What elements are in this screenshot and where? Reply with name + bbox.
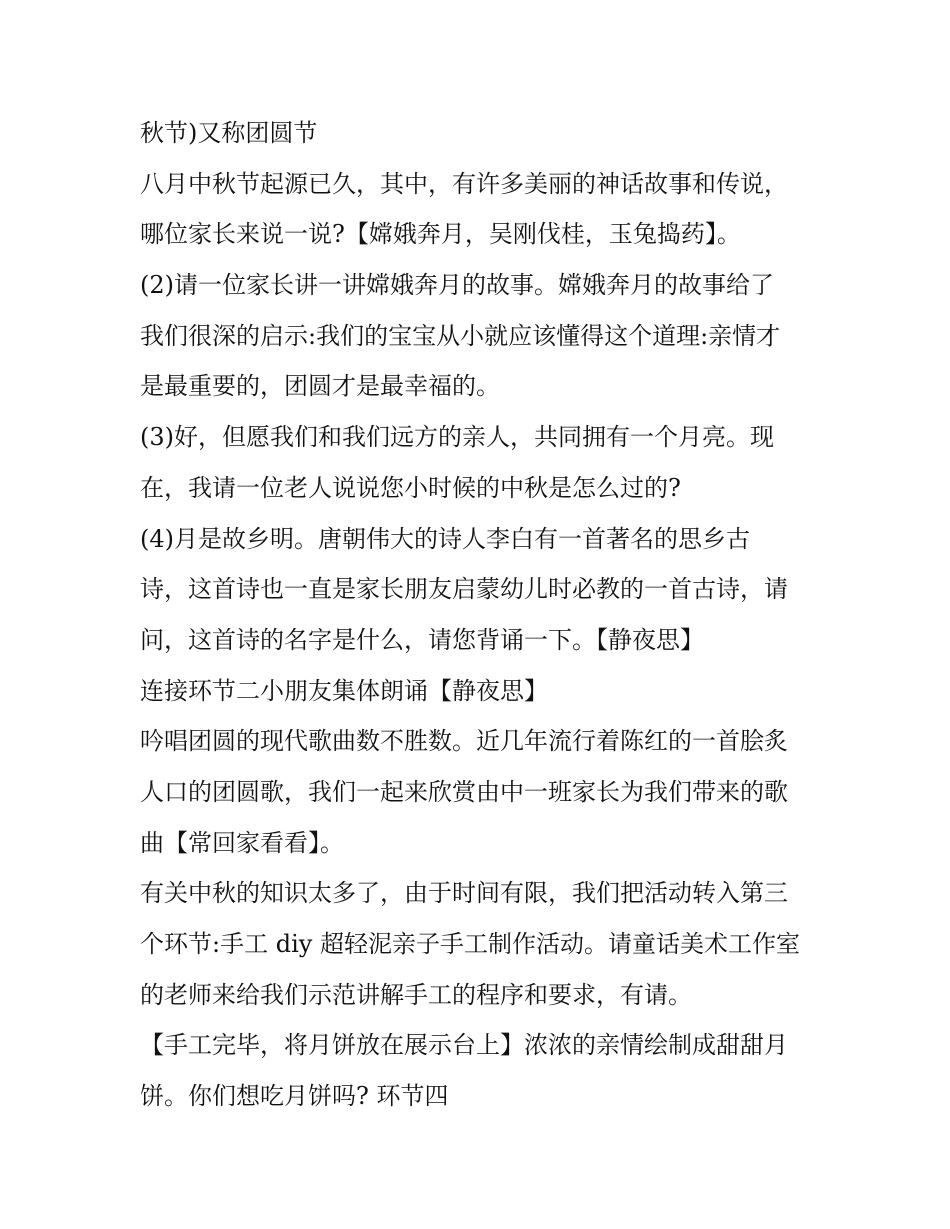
text-line: 连接环节二小朋友集体朗诵【静夜思】	[140, 676, 548, 705]
text-line: 人口的团圆歌，我们一起来欣赏由中一班家长为我们带来的歌	[140, 777, 788, 806]
text-line: 有关中秋的知识太多了，由于时间有限，我们把活动转入第三	[140, 879, 788, 908]
text-line: 饼。你们想吃月饼吗? 环节四	[140, 1082, 449, 1111]
text-line: 曲【常回家看看】。	[140, 828, 344, 857]
text-line: 是最重要的，团圆才是最幸福的。	[140, 372, 500, 401]
text-line: 个环节:手工 diy 超轻泥亲子手工制作活动。请童话美术工作室	[140, 930, 800, 958]
text-line: 吟唱团圆的现代歌曲数不胜数。近几年流行着陈红的一首脍炙	[140, 727, 788, 756]
text-line: 诗，这首诗也一直是家长朋友启蒙幼儿时必教的一首古诗，请	[140, 575, 788, 604]
text-line: 问，这首诗的名字是什么，请您背诵一下。【静夜思】	[140, 625, 704, 654]
text-line: 八月中秋节起源已久，其中，有许多美丽的神话故事和传说，	[140, 169, 788, 198]
text-line: 【手工完毕，将月饼放在展示台上】浓浓的亲情绘制成甜甜月	[140, 1031, 788, 1060]
text-line: (4)月是故乡明。唐朝伟大的诗人李白有一首著名的思乡古	[140, 524, 750, 553]
text-line: (3)好，但愿我们和我们远方的亲人，共同拥有一个月亮。现	[140, 423, 774, 452]
text-line: 秋节)又称团圆节	[140, 119, 318, 147]
text-line: 哪位家长来说一说?【嫦娥奔月，吴刚伐桂，玉兔捣药】。	[140, 220, 741, 249]
text-line: 的老师来给我们示范讲解手工的程序和要求，有请。	[140, 980, 692, 1009]
document-body	[140, 108, 820, 1122]
text-line: 在，我请一位老人说说您小时候的中秋是怎么过的?	[140, 473, 681, 502]
text-line: (2)请一位家长讲一讲嫦娥奔月的故事。嫦娥奔月的故事给了	[140, 271, 774, 300]
text-line: 我们很深的启示:我们的宝宝从小就应该懂得这个道理:亲情才	[140, 321, 781, 350]
